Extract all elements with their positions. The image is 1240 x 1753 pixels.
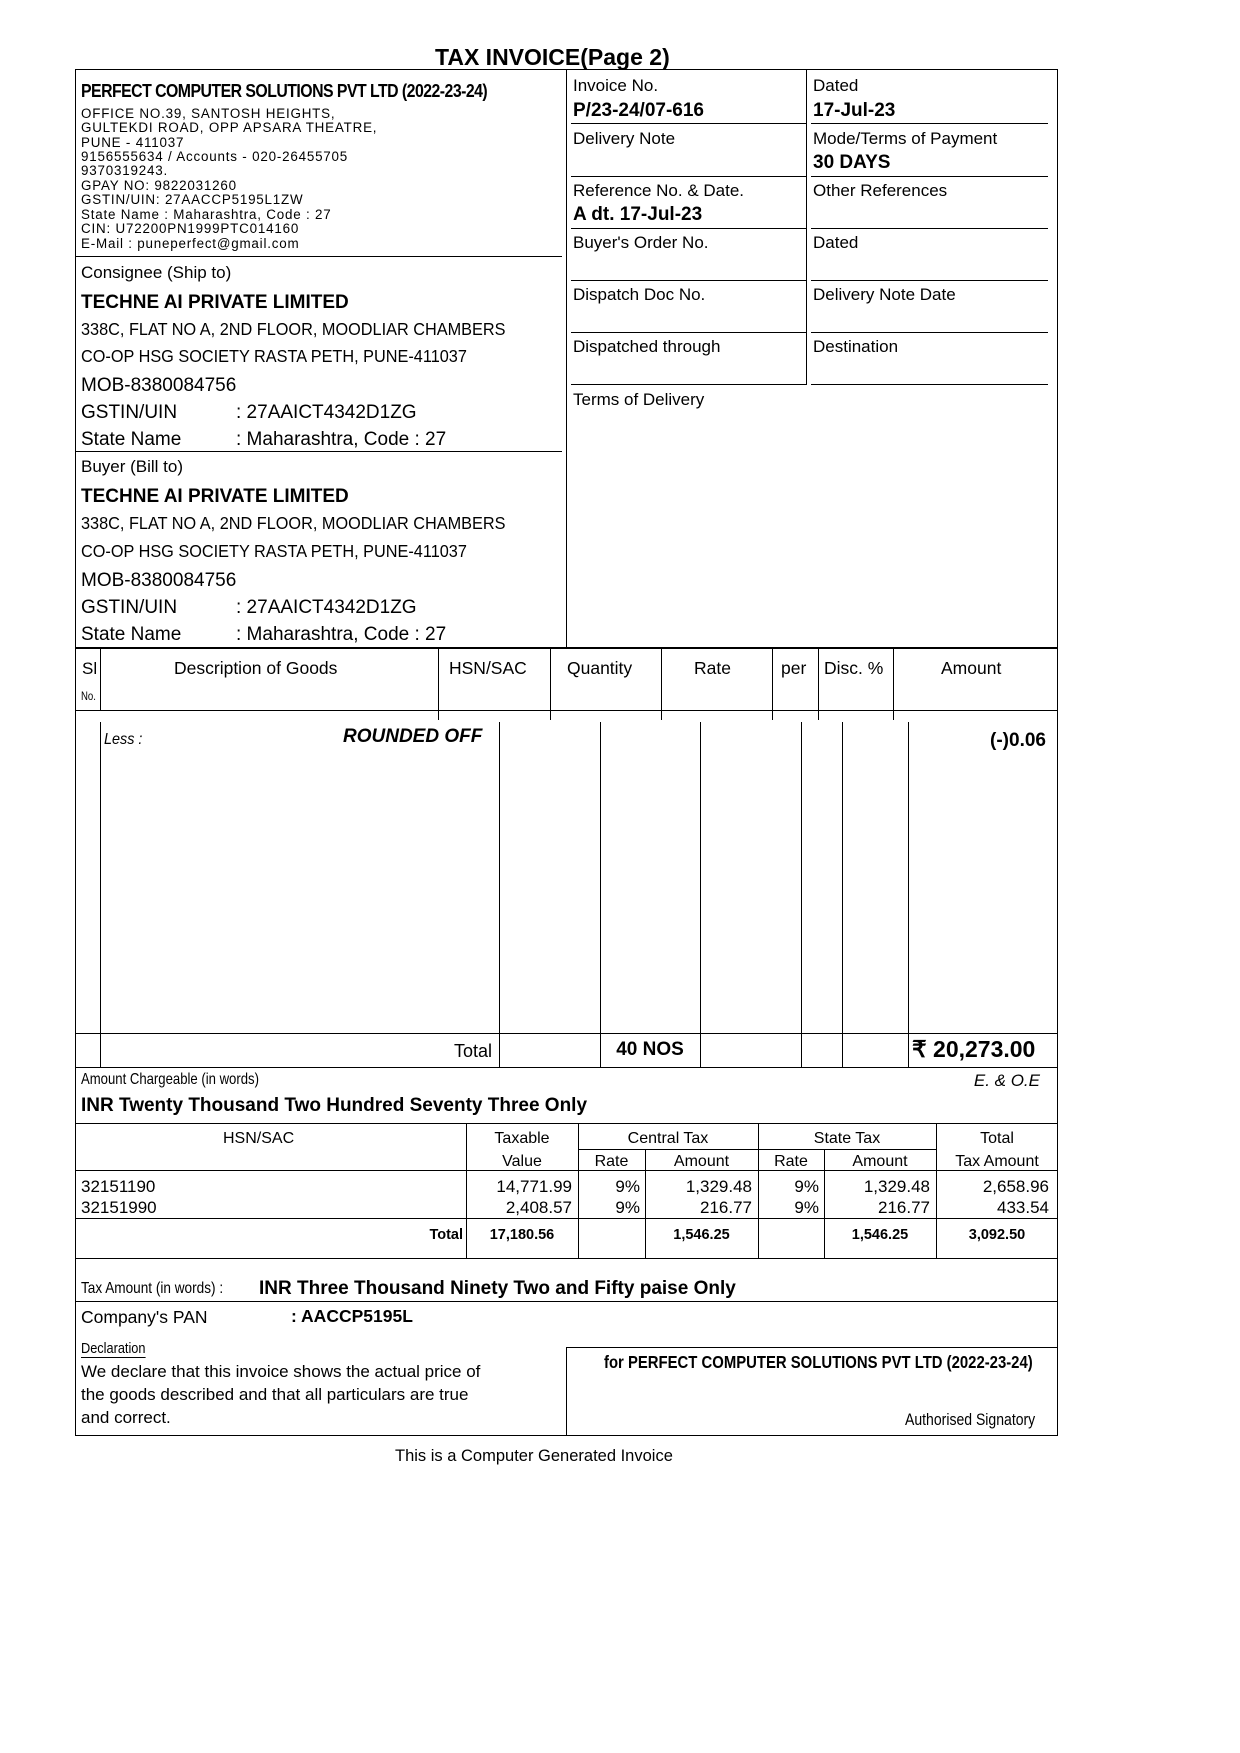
total-row-top xyxy=(75,1033,1058,1034)
less-label: Less : xyxy=(104,731,143,748)
total-amount: ₹ 20,273.00 xyxy=(912,1036,1036,1062)
total-label: Total xyxy=(453,1041,492,1061)
meta-line xyxy=(571,176,806,177)
seller-bottom-line xyxy=(75,256,562,257)
buyer-address: 338C, FLAT NO A, 2ND FLOOR, MOODLIAR CHAMBERS xyxy=(81,513,506,533)
tax-col-central-amount: Amount xyxy=(673,1153,730,1170)
col-line xyxy=(438,647,439,720)
tax-total-label: Total xyxy=(429,1227,463,1243)
dispatch-doc-label: Dispatch Doc No. xyxy=(573,285,706,304)
tax-total-state: 1,546.25 xyxy=(851,1227,909,1243)
items-header-line xyxy=(75,710,1058,711)
col-line xyxy=(499,722,500,1067)
tax-row-central-amount: 216.77 xyxy=(700,1198,752,1217)
tax-row-state-rate: 9% xyxy=(794,1198,819,1217)
consignee-name: TECHNE AI PRIVATE LIMITED xyxy=(81,292,349,313)
tax-row-state-amount: 1,329.48 xyxy=(863,1177,930,1196)
seller-line: 9156555634 / Accounts - 020-26455705 xyxy=(81,149,349,164)
col-line xyxy=(550,647,551,720)
rounded-off-amount: (-)0.06 xyxy=(990,730,1046,751)
consignee-address: 338C, FLAT NO A, 2ND FLOOR, MOODLIAR CHAMBERS xyxy=(81,319,506,339)
tax-row-hsn: 32151190 xyxy=(81,1177,156,1196)
col-no: No. xyxy=(81,689,96,703)
col-line xyxy=(842,722,843,1067)
buyer-order-label: Buyer's Order No. xyxy=(573,233,709,252)
tax-header-bottom xyxy=(75,1170,1058,1171)
invoice-title: TAX INVOICE(Page 2) xyxy=(435,44,670,70)
reference-label: Reference No. & Date. xyxy=(573,181,745,200)
pan-value: : AACCP5195L xyxy=(291,1306,413,1326)
consignee-address: CO-OP HSG SOCIETY RASTA PETH, PUNE-411037 xyxy=(81,346,467,366)
dated-label: Dated xyxy=(813,76,859,95)
consignee-gstin: : 27AAICT4342D1ZG xyxy=(236,402,417,423)
seller-line: GPAY NO: 9822031260 xyxy=(81,178,237,193)
amount-in-words: INR Twenty Thousand Two Hundred Seventy Three Only xyxy=(81,1095,588,1116)
computer-generated-note: This is a Computer Generated Invoice xyxy=(395,1447,673,1465)
footer-line xyxy=(75,1301,1058,1302)
col-line xyxy=(893,647,894,720)
consignee-gstin-label: GSTIN/UIN xyxy=(81,402,178,423)
col-line xyxy=(100,647,101,710)
meta-line xyxy=(811,123,1048,124)
reference-value: A dt. 17-Jul-23 xyxy=(573,204,703,225)
eoe-label: E. & O.E xyxy=(973,1071,1040,1090)
dated-value: 17-Jul-23 xyxy=(813,100,896,121)
tax-row-total: 2,658.96 xyxy=(982,1177,1049,1196)
tax-total-central: 1,546.25 xyxy=(673,1227,730,1243)
tax-table-top xyxy=(75,1123,1058,1124)
col-amount: Amount xyxy=(941,658,1002,678)
delivery-note-date-label: Delivery Note Date xyxy=(813,285,956,304)
meta-line xyxy=(571,123,806,124)
tax-total-taxable: 17,180.56 xyxy=(489,1227,555,1243)
tax-col-hsn: HSN/SAC xyxy=(223,1130,295,1147)
seller-line: CIN: U72200PN1999PTC014160 xyxy=(81,221,300,236)
tax-row-state-amount: 216.77 xyxy=(878,1198,930,1217)
col-rate: Rate xyxy=(694,658,731,678)
col-line xyxy=(100,722,101,1067)
seller-name: PERFECT COMPUTER SOLUTIONS PVT LTD (2022-23-24) xyxy=(81,81,488,101)
col-disc: Disc. % xyxy=(824,658,884,678)
seller-line: State Name : Maharashtra, Code : 27 xyxy=(81,207,332,222)
buyer-gstin-label: GSTIN/UIN xyxy=(81,597,178,618)
col-hsn: HSN/SAC xyxy=(449,658,527,678)
col-line xyxy=(801,722,802,1067)
buyer-name: TECHNE AI PRIVATE LIMITED xyxy=(81,486,349,507)
order-dated-label: Dated xyxy=(813,233,859,252)
consignee-state: : Maharashtra, Code : 27 xyxy=(236,429,447,450)
terms-of-delivery-label: Terms of Delivery xyxy=(573,390,705,409)
col-line xyxy=(818,647,819,720)
tax-col-taxable: Taxable xyxy=(494,1130,550,1147)
col-line xyxy=(772,647,773,720)
buyer-heading: Buyer (Bill to) xyxy=(81,457,184,476)
tax-col-state-rate: Rate xyxy=(774,1153,808,1170)
tax-words-label: Tax Amount (in words) : xyxy=(81,1280,224,1297)
col-line xyxy=(908,722,909,1067)
tax-row-central-rate: 9% xyxy=(615,1198,640,1217)
tax-total-amount: 3,092.50 xyxy=(968,1227,1026,1243)
meta-line xyxy=(811,228,1048,229)
pan-label: Company's PAN xyxy=(81,1307,208,1327)
declaration-text: the goods described and that all particulars are true xyxy=(81,1385,469,1404)
seller-line: GSTIN/UIN: 27AACCP5195L1ZW xyxy=(81,192,304,207)
tax-col-state-amount: Amount xyxy=(852,1153,908,1170)
consignee-mobile: MOB-8380084756 xyxy=(81,375,237,396)
meta-divider xyxy=(806,69,807,385)
signature-box-top xyxy=(566,1347,1057,1348)
meta-line xyxy=(811,280,1048,281)
tax-col-central-rate: Rate xyxy=(594,1153,629,1170)
tax-row-state-rate: 9% xyxy=(794,1177,819,1196)
meta-line xyxy=(811,332,1048,333)
amount-words-label: Amount Chargeable (in words) xyxy=(81,1071,259,1088)
tax-row-taxable: 2,408.57 xyxy=(505,1198,572,1217)
buyer-gstin: : 27AAICT4342D1ZG xyxy=(236,597,417,618)
buyer-state-label: State Name xyxy=(81,624,182,645)
tax-col-total-amount: Tax Amount xyxy=(955,1153,1039,1170)
for-company-label: for PERFECT COMPUTER SOLUTIONS PVT LTD (2022-23-24) xyxy=(604,1352,1033,1372)
signature-box-left xyxy=(566,1347,567,1435)
col-quantity: Quantity xyxy=(567,658,633,678)
declaration-text: We declare that this invoice shows the actual price of xyxy=(81,1362,481,1381)
meta-line xyxy=(811,176,1048,177)
authorised-signatory: Authorised Signatory xyxy=(905,1411,1036,1429)
tax-col-total: Total xyxy=(980,1130,1014,1147)
buyer-address: CO-OP HSG SOCIETY RASTA PETH, PUNE-411037 xyxy=(81,541,467,561)
buyer-mobile: MOB-8380084756 xyxy=(81,570,237,591)
tax-row-total: 433.54 xyxy=(997,1198,1049,1217)
rounded-off-label: ROUNDED OFF xyxy=(343,726,483,747)
col-line xyxy=(700,722,701,1067)
tax-col-central: Central Tax xyxy=(627,1130,709,1147)
tax-row-central-rate: 9% xyxy=(615,1177,640,1196)
tax-row-central-amount: 1,329.48 xyxy=(685,1177,752,1196)
dispatched-through-label: Dispatched through xyxy=(573,337,721,356)
tax-amount-in-words: INR Three Thousand Ninety Two and Fifty paise Only xyxy=(259,1278,736,1299)
tax-col-state: State Tax xyxy=(813,1130,881,1147)
invoice-no: P/23-24/07-616 xyxy=(573,100,704,121)
declaration-text: and correct. xyxy=(81,1408,171,1427)
invoice-no-label: Invoice No. xyxy=(573,76,659,95)
destination-label: Destination xyxy=(813,337,899,356)
meta-line xyxy=(811,384,1048,385)
buyer-state: : Maharashtra, Code : 27 xyxy=(236,624,447,645)
seller-line: OFFICE NO.39, SANTOSH HEIGHTS, xyxy=(81,106,336,121)
tax-total-top xyxy=(75,1218,1058,1219)
meta-line xyxy=(571,384,806,385)
meta-line xyxy=(571,228,806,229)
col-line xyxy=(661,647,662,720)
seller-line: PUNE - 411037 xyxy=(81,135,185,150)
payment-terms-value: 30 DAYS xyxy=(813,152,891,173)
tax-col-value: Value xyxy=(502,1153,542,1170)
seller-line: 9370319243. xyxy=(81,163,168,178)
other-references-label: Other References xyxy=(813,181,948,200)
seller-line: GULTEKDI ROAD, OPP APSARA THEATRE, xyxy=(81,120,378,135)
total-quantity: 40 NOS xyxy=(616,1039,684,1060)
consignee-state-label: State Name xyxy=(81,429,182,450)
meta-line xyxy=(571,332,806,333)
delivery-note-label: Delivery Note xyxy=(573,129,676,148)
declaration-label: Declaration xyxy=(81,1340,146,1357)
tax-subheader-line xyxy=(578,1149,936,1150)
tax-row-hsn: 32151990 xyxy=(81,1198,157,1217)
frame-bottom xyxy=(75,1435,1058,1436)
tax-table-bottom xyxy=(75,1258,1058,1259)
tax-row-taxable: 14,771.99 xyxy=(496,1177,572,1196)
payment-terms-label: Mode/Terms of Payment xyxy=(813,129,998,148)
meta-line xyxy=(571,280,806,281)
frame-left xyxy=(75,69,76,1435)
col-per: per xyxy=(781,658,807,678)
col-line xyxy=(600,722,601,1067)
col-sl: Sl xyxy=(82,659,98,678)
consignee-heading: Consignee (Ship to) xyxy=(81,263,232,282)
items-top-line xyxy=(75,647,1058,649)
consignee-bottom-line xyxy=(75,451,562,452)
col-description: Description of Goods xyxy=(174,658,338,678)
total-row-bottom xyxy=(75,1067,1058,1068)
seller-email: E-Mail : puneperfect@gmail.com xyxy=(81,236,300,251)
header-divider xyxy=(566,69,567,647)
